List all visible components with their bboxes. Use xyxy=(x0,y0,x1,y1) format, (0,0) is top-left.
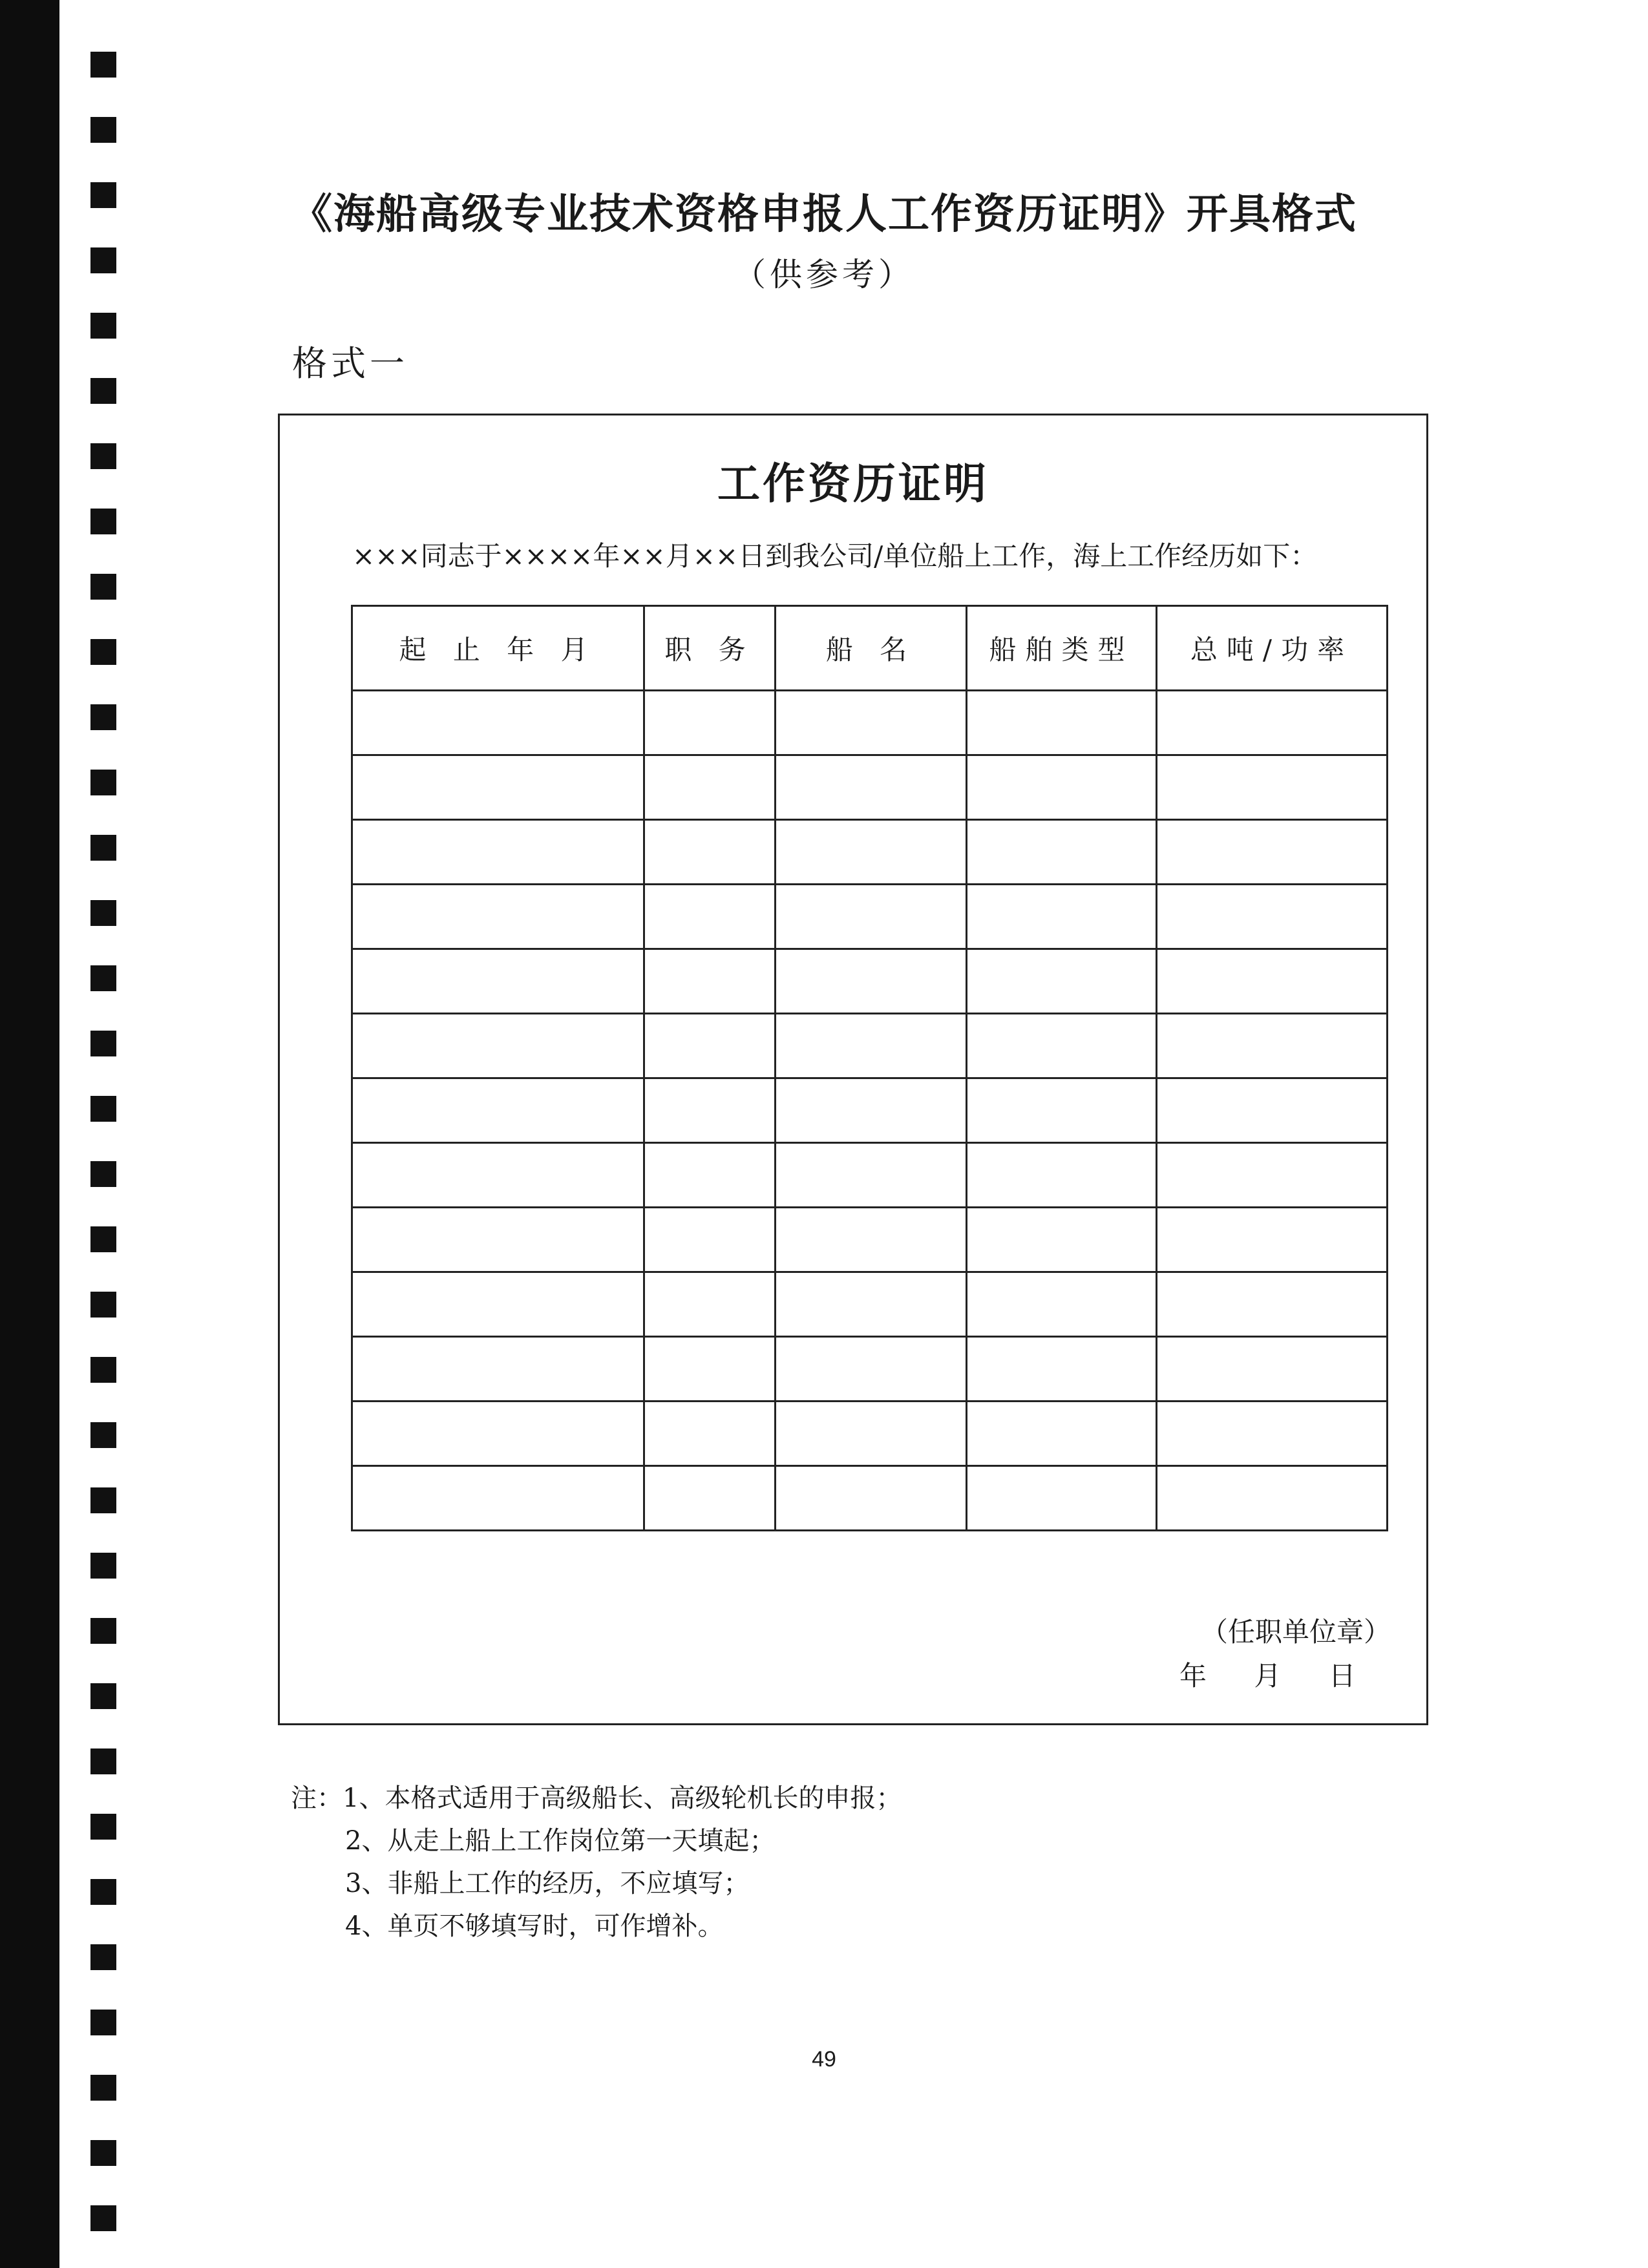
table-cell xyxy=(352,1402,644,1466)
table-cell xyxy=(1157,1466,1388,1531)
table-cell xyxy=(644,1337,776,1402)
table-cell xyxy=(967,820,1157,885)
table-cell xyxy=(644,1078,776,1143)
table-cell xyxy=(644,885,776,949)
binding-hole xyxy=(90,1944,116,1970)
table-cell xyxy=(352,885,644,949)
table-cell xyxy=(644,820,776,885)
table-cell xyxy=(1157,1208,1388,1272)
binding-hole xyxy=(90,2140,116,2166)
table-cell xyxy=(352,1272,644,1337)
table-cell xyxy=(776,885,967,949)
note-item: 注：1、本格式适用于高级船长、高级轮机长的申报； xyxy=(291,1783,902,1813)
binding-hole xyxy=(90,965,116,991)
table-cell xyxy=(352,949,644,1014)
table-cell xyxy=(644,1143,776,1208)
table-cell xyxy=(1157,1337,1388,1402)
binding-hole xyxy=(90,704,116,730)
header-tonnage-power: 总吨/功率 xyxy=(1157,606,1388,691)
certificate-title: 工作资历证明 xyxy=(717,458,989,509)
table-cell xyxy=(776,949,967,1014)
binding-hole xyxy=(90,2205,116,2231)
binding-hole xyxy=(90,900,116,926)
table-cell xyxy=(967,949,1157,1014)
document-subtitle: （供参考） xyxy=(734,256,914,293)
table-row xyxy=(352,1466,1388,1531)
header-ship-type: 船舶类型 xyxy=(967,606,1157,691)
table-cell xyxy=(1157,691,1388,755)
table-cell xyxy=(644,1466,776,1531)
date-year-label: 年 xyxy=(1179,1660,1207,1692)
table-cell xyxy=(352,1078,644,1143)
table-cell xyxy=(1157,820,1388,885)
table-cell xyxy=(644,1402,776,1466)
table-cell xyxy=(776,1466,967,1531)
binding-hole xyxy=(90,1683,116,1709)
table-cell xyxy=(776,1208,967,1272)
table-cell xyxy=(1157,1078,1388,1143)
table-row xyxy=(352,1143,1388,1208)
binding-hole xyxy=(90,1814,116,1840)
binding-hole xyxy=(90,1161,116,1187)
table-cell xyxy=(644,1014,776,1078)
table-cell xyxy=(967,1078,1157,1143)
table-cell xyxy=(352,1014,644,1078)
binding-hole xyxy=(90,313,116,339)
binding-strip xyxy=(0,0,59,2268)
notes xyxy=(291,1777,902,1948)
note-item: 4、单页不够填写时，可作增补。 xyxy=(345,1911,724,1941)
document-title: 《海船高级专业技术资格申报人工作资历证明》开具格式 xyxy=(291,190,1357,238)
table-row xyxy=(352,1272,1388,1337)
binding-hole xyxy=(90,835,116,861)
binding-hole xyxy=(90,509,116,534)
table-row xyxy=(352,885,1388,949)
table-cell xyxy=(352,1337,644,1402)
binding-hole xyxy=(90,1226,116,1252)
table-cell xyxy=(776,1078,967,1143)
binding-hole xyxy=(90,1618,116,1644)
format-label: 格式一 xyxy=(292,343,408,384)
header-period: 起 止 年 月 xyxy=(352,606,644,691)
binding-hole xyxy=(90,1031,116,1056)
table-cell xyxy=(352,1466,644,1531)
table-cell xyxy=(967,1014,1157,1078)
table-cell xyxy=(776,1337,967,1402)
table-cell xyxy=(967,1143,1157,1208)
table-row xyxy=(352,1014,1388,1078)
table-cell xyxy=(776,1272,967,1337)
table-row xyxy=(352,820,1388,885)
note-item: 2、从走上船上工作岗位第一天填起； xyxy=(345,1826,776,1856)
table-cell xyxy=(967,1208,1157,1272)
table-cell xyxy=(1157,1402,1388,1466)
table-cell xyxy=(352,1143,644,1208)
binding-hole xyxy=(90,639,116,665)
table-cell xyxy=(967,1402,1157,1466)
date-day-label: 日 xyxy=(1328,1660,1356,1692)
table-row xyxy=(352,1402,1388,1466)
header-position: 职 务 xyxy=(644,606,776,691)
table-cell xyxy=(776,1143,967,1208)
table-cell xyxy=(967,755,1157,820)
binding-hole xyxy=(90,574,116,600)
table-cell xyxy=(352,820,644,885)
table-row xyxy=(352,755,1388,820)
binding-hole xyxy=(90,1096,116,1122)
table-cell xyxy=(967,1466,1157,1531)
binding-hole xyxy=(90,770,116,795)
table-cell xyxy=(352,1208,644,1272)
table-cell xyxy=(967,691,1157,755)
binding-hole xyxy=(90,1487,116,1513)
table-row xyxy=(352,1208,1388,1272)
work-history-table xyxy=(351,605,1388,1531)
table-cell xyxy=(967,885,1157,949)
certificate-frame xyxy=(278,414,1428,1725)
table-cell xyxy=(1157,1143,1388,1208)
seal-label: （任职单位章） xyxy=(1201,1616,1391,1648)
binding-hole xyxy=(90,52,116,78)
table-cell xyxy=(644,691,776,755)
table-row xyxy=(352,949,1388,1014)
table-row xyxy=(352,691,1388,755)
date-month-label: 月 xyxy=(1254,1660,1282,1692)
note-item: 3、非船上工作的经历，不应填写； xyxy=(345,1869,750,1898)
binding-hole xyxy=(90,1357,116,1383)
table-cell xyxy=(776,1014,967,1078)
table-header-row xyxy=(352,606,1388,691)
table-cell xyxy=(776,755,967,820)
binding-hole xyxy=(90,378,116,404)
binding-hole xyxy=(90,1553,116,1579)
table-body xyxy=(352,691,1388,1531)
table-cell xyxy=(644,1208,776,1272)
certificate-intro: ×××同志于××××年××月××日到我公司/单位船上工作，海上工作经历如下： xyxy=(352,540,1318,572)
table-cell xyxy=(644,1272,776,1337)
binding-hole xyxy=(90,2010,116,2035)
table-cell xyxy=(352,755,644,820)
binding-hole xyxy=(90,1748,116,1774)
page-number: 49 xyxy=(812,2047,836,2072)
table-cell xyxy=(352,691,644,755)
binding-hole xyxy=(90,443,116,469)
table-cell xyxy=(644,949,776,1014)
binding-hole xyxy=(90,117,116,143)
table-cell xyxy=(1157,1272,1388,1337)
date-line xyxy=(1179,1655,1356,1694)
binding-hole xyxy=(90,1879,116,1905)
table-cell xyxy=(776,691,967,755)
notes-prefix: 注： xyxy=(291,1783,343,1813)
table-cell xyxy=(644,755,776,820)
table-cell xyxy=(776,820,967,885)
table-cell xyxy=(1157,949,1388,1014)
table-cell xyxy=(1157,885,1388,949)
table-cell xyxy=(1157,1014,1388,1078)
table-cell xyxy=(967,1337,1157,1402)
table-row xyxy=(352,1337,1388,1402)
table-row xyxy=(352,1078,1388,1143)
table-cell xyxy=(1157,755,1388,820)
table-cell xyxy=(967,1272,1157,1337)
binding-hole xyxy=(90,1292,116,1318)
header-ship-name: 船 名 xyxy=(776,606,967,691)
binding-hole xyxy=(90,2075,116,2101)
binding-hole xyxy=(90,1422,116,1448)
table-cell xyxy=(776,1402,967,1466)
